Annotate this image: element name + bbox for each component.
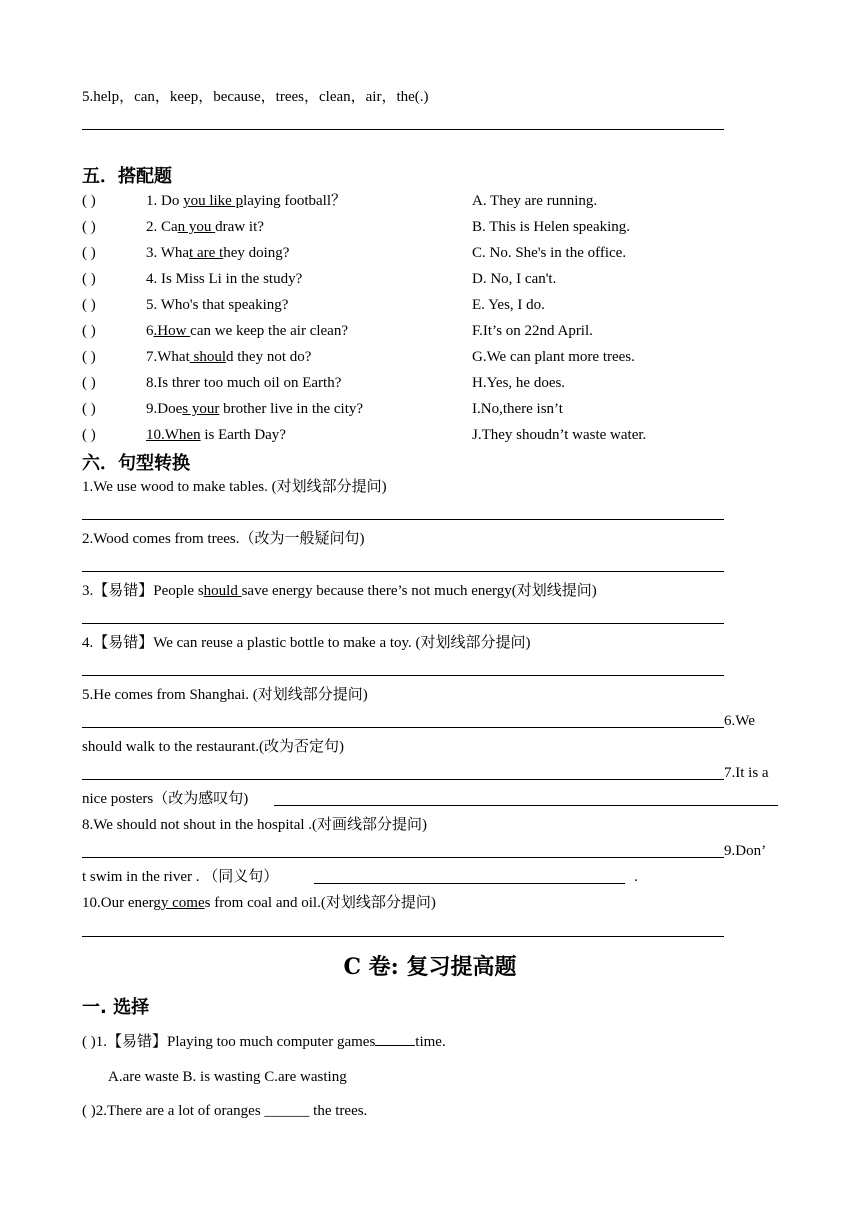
answer-bracket[interactable]: ( ) — [82, 245, 96, 261]
section-title-c: C 卷: 复习提高题 — [343, 954, 517, 980]
matching-row — [82, 217, 782, 237]
matching-question: 5. Who's that speaking? — [146, 297, 289, 313]
matching-answer: H.Yes, he does. — [472, 375, 566, 391]
answer-line — [82, 571, 724, 572]
transform-item-2: 2.Wood comes from trees.（改为一般疑问句) — [82, 531, 365, 547]
answer-bracket[interactable]: ( ) — [82, 401, 96, 417]
transform-item-3: 3.【易错】People should save energy because there’s not much energy(对划线提问) — [82, 583, 597, 599]
answer-line — [82, 623, 724, 624]
transform-item-7-start: 7.It is a — [724, 765, 769, 781]
matching-answer: I.No,there isn’t — [472, 401, 563, 417]
choice-question-1: ( )1.【易错】Playing too much computer games time. — [82, 1034, 446, 1050]
matching-answer: C. No. She's in the office. — [472, 245, 627, 261]
choice-options-1: A.are waste B. is wasting C.are wasting — [108, 1069, 347, 1085]
matching-row — [82, 373, 782, 393]
transform-item-10: 10.Our energy comes from coal and oil.(对划线部分提问) — [82, 895, 436, 911]
matching-question: 1. Do you like playing football？ — [146, 193, 346, 209]
reorder-question: 5.help，can，keep，because，trees，clean，air，the(.) — [82, 89, 429, 105]
matching-row — [82, 191, 782, 211]
transform-item-9: t swim in the river . （同义句） — [82, 869, 279, 885]
answer-line — [82, 936, 724, 937]
answer-bracket[interactable]: ( ) — [82, 271, 96, 287]
matching-answer: D. No, I can't. — [472, 271, 557, 287]
answer-line — [82, 675, 724, 676]
answer-line — [314, 883, 625, 884]
transform-item-9-start: 9.Don’ — [724, 843, 767, 859]
answer-bracket[interactable]: ( ) — [82, 349, 96, 365]
matching-row — [82, 347, 782, 367]
matching-answer: B. This is Helen speaking. — [472, 219, 631, 235]
matching-answer: F.It’s on 22nd April. — [472, 323, 593, 339]
answer-line — [82, 129, 724, 130]
matching-row — [82, 295, 782, 315]
period: . — [634, 869, 638, 885]
matching-row — [82, 243, 782, 263]
answer-line — [274, 805, 778, 806]
answer-line — [82, 519, 724, 520]
matching-question: 2. Can you draw it? — [146, 219, 264, 235]
answer-bracket[interactable]: ( ) — [82, 427, 96, 443]
matching-question: 6.How can we keep the air clean? — [146, 323, 348, 339]
matching-row — [82, 321, 782, 341]
matching-question: 4. Is Miss Li in the study? — [146, 271, 303, 287]
answer-bracket[interactable]: ( ) — [82, 375, 96, 391]
transform-item-6: should walk to the restaurant.(改为否定句) — [82, 739, 345, 755]
answer-line — [82, 857, 724, 858]
matching-answer: G.We can plant more trees. — [472, 349, 635, 365]
transform-item-6-start: 6.We — [724, 713, 755, 729]
matching-answer: E. Yes, I do. — [472, 297, 545, 313]
matching-answer: J.They shoudn’t waste water. — [472, 427, 647, 443]
matching-row — [82, 269, 782, 289]
matching-question: 9.Does your brother live in the city? — [146, 401, 364, 417]
transform-item-1: 1.We use wood to make tables. (对划线部分提问) — [82, 479, 387, 495]
section-title-transform: 六．句型转换 — [82, 453, 190, 474]
answer-line — [82, 727, 724, 728]
matching-question: 3. What are they doing? — [146, 245, 290, 261]
matching-row — [82, 399, 782, 419]
matching-row — [82, 425, 782, 445]
answer-bracket[interactable]: ( ) — [82, 193, 96, 209]
answer-bracket[interactable]: ( ) — [82, 297, 96, 313]
matching-question: 7.What should they not do? — [146, 349, 312, 365]
transform-item-5: 5.He comes from Shanghai. (对划线部分提问) — [82, 687, 368, 703]
answer-bracket[interactable]: ( ) — [82, 323, 96, 339]
transform-item-7: nice posters（改为感叹句) — [82, 791, 249, 807]
matching-question: 8.Is threr too much oil on Earth? — [146, 375, 342, 391]
matching-question: 10.When is Earth Day? — [146, 427, 286, 443]
answer-line — [82, 779, 724, 780]
transform-item-4: 4.【易错】We can reuse a plastic bottle to make a toy. (对划线部分提问) — [82, 635, 531, 651]
matching-answer: A. They are running. — [472, 193, 598, 209]
answer-bracket[interactable]: ( ) — [82, 219, 96, 235]
transform-item-8: 8.We should not shout in the hospital .(对画线部分提问) — [82, 817, 428, 833]
choice-question-2: ( )2.There are a lot of oranges ______ the trees. — [82, 1103, 368, 1119]
section-title-matching: 五．搭配题 — [82, 166, 172, 187]
section-title-choice: 一. 选择 — [82, 997, 150, 1018]
